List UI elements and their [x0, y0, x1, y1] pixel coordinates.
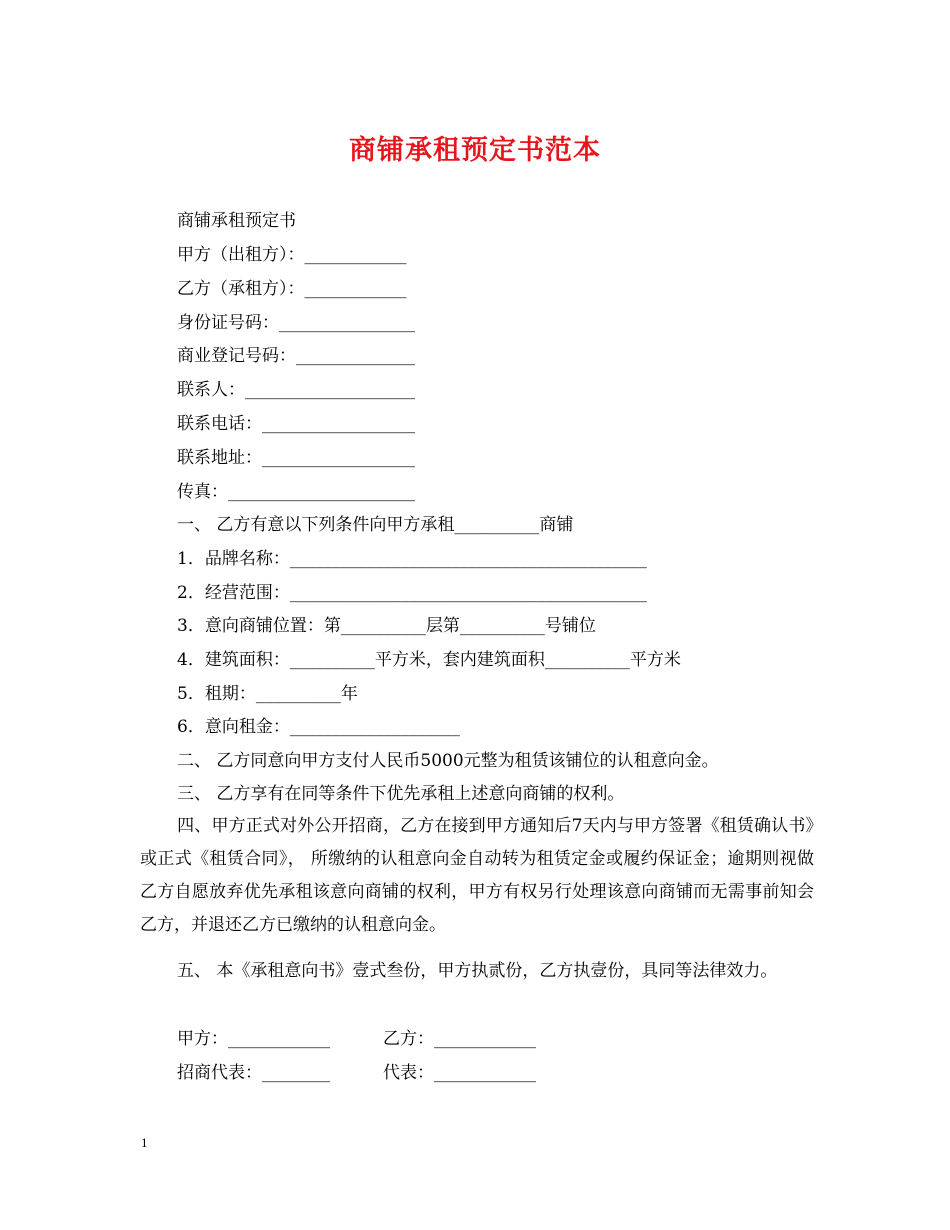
landlord-field: 甲方（出租方）：____________	[177, 245, 407, 265]
clause-three: 三、 乙方享有在同等条件下优先承租上述意向商铺的权利。	[177, 784, 625, 804]
representative-signature: 代表：____________	[383, 1063, 536, 1083]
party-a-signature: 甲方：____________	[177, 1029, 330, 1049]
clause-five-text: 五、 本《承租意向书》壹式叁份，甲方执贰份，乙方执壹份，具同等法律效力。	[177, 961, 778, 981]
page-number: 1	[141, 1135, 148, 1150]
business-reg-field: 商业登记号码：______________	[177, 346, 415, 366]
intended-rent-field: 6．意向租金：____________________	[177, 717, 460, 737]
clause-one: 一、 乙方有意以下列条件向甲方承租__________商铺	[177, 515, 574, 535]
document-title: 商铺承租预定书范本	[349, 135, 601, 166]
subtitle-line: 商铺承租预定书	[177, 211, 296, 231]
brand-name-field: 1．品牌名称：__________________________________________	[177, 549, 647, 569]
contact-address-field: 联系地址：__________________	[177, 448, 415, 468]
agent-signature: 招商代表：________	[177, 1063, 330, 1083]
party-b-signature: 乙方：____________	[383, 1029, 536, 1049]
clause-four	[140, 810, 814, 942]
shop-location-field: 3．意向商铺位置：第__________层第__________号铺位	[177, 616, 596, 636]
contact-phone-field: 联系电话：__________________	[177, 414, 415, 434]
clause-five	[140, 955, 814, 988]
tenant-field: 乙方（承租方）：____________	[177, 279, 407, 299]
business-scope-field: 2．经营范围：__________________________________________	[177, 583, 647, 603]
clause-four-text: 四、甲方正式对外公开招商，乙方在接到甲方通知后7天内与甲方签署《租赁确认书》或正式《租赁合同》， 所缴纳的认租意向金自动转为租赁定金或履约保证金；逾期则视做乙方自愿放弃优先承租该意向商铺的权利，甲方有权另行处理该意向商铺而无需事前知会乙方，并退还乙方已缴纳的认租意向金。	[140, 816, 814, 935]
floor-area-field: 4．建筑面积：__________平方米，套内建筑面积__________平方米	[177, 650, 681, 670]
clause-two: 二、 乙方同意向甲方支付人民币5000元整为租赁该铺位的认租意向金。	[177, 751, 719, 771]
contact-person-field: 联系人：____________________	[177, 380, 415, 400]
id-number-field: 身份证号码：________________	[177, 313, 415, 333]
lease-term-field: 5．租期：__________年	[177, 684, 358, 704]
fax-field: 传真：______________________	[177, 482, 415, 502]
